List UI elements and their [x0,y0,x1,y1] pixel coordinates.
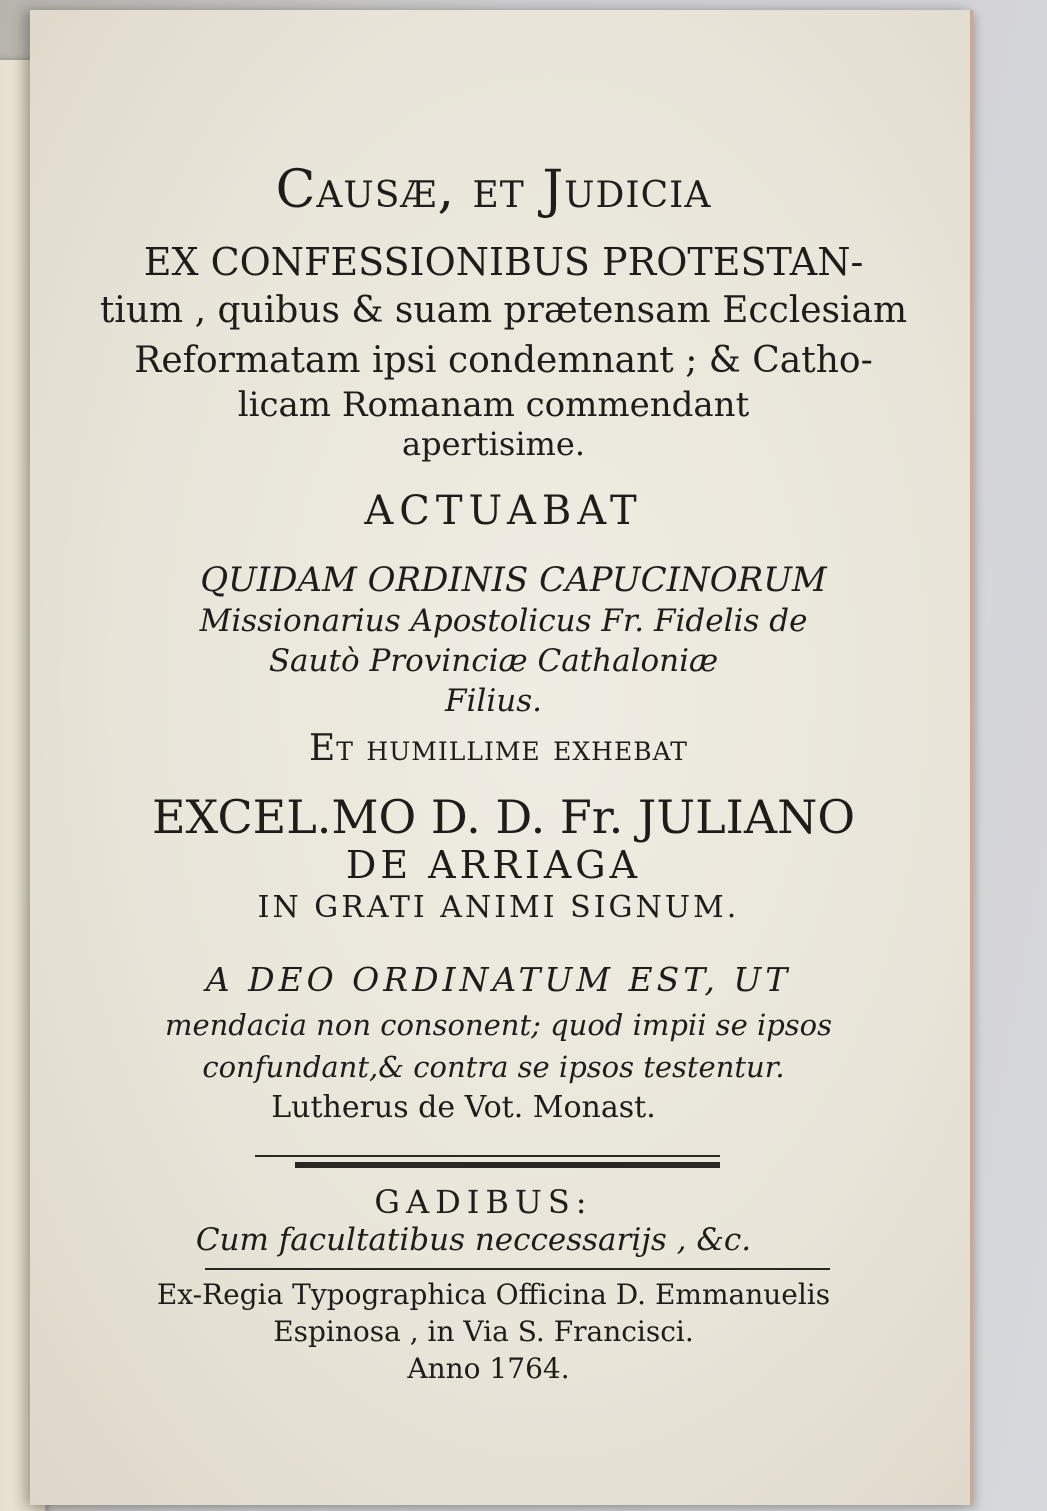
dedication-line: IN GRATI ANIMI SIGNUM. [257,890,740,925]
title-line: tium , quibus & suam prætensam Ecclesiam [99,290,908,331]
author-line: Sautò Provinciæ Cathaloniæ [268,643,719,679]
title-line: Reformatam ipsi condemnant ; & Catho- [134,340,873,381]
divider-rule-thin [255,1155,720,1157]
title-line: EX CONFESSIONIBUS PROTESTAN- [143,240,864,284]
divider-rule-thick [295,1162,720,1168]
divider-rule-long [205,1268,830,1270]
motto-source: Lutherus de Vot. Monast. [271,1090,656,1125]
dedicatee-surname: DE ARRIAGA [345,843,642,887]
exhibebat-line: Et humillime exhebat [309,728,688,769]
title-line: licam Romanam commendant [237,385,750,425]
author-line: QUIDAM ORDINIS CAPUCINORUM [200,560,827,600]
motto-line: mendacia non consonent; quod impii se ipsos [164,1008,833,1042]
actuabat-heading: ACTUABAT [364,488,643,534]
title-main: Causæ, et Judicia [275,160,712,220]
author-line: Filius. [445,683,542,719]
imprint-license: Cum facultatibus neccessarijs , &c. [195,1222,752,1258]
printer-line: Espinosa , in Via S. Francisci. [273,1315,694,1348]
printer-line: Ex-Regia Typographica Officina D. Emmanuelis [156,1278,831,1311]
motto-line: confundant,& contra se ipsos testentur. [202,1050,785,1084]
title-line: apertisime. [402,425,585,463]
dedicatee-name: EXCEL.MO D. D. Fr. JULIANO [151,790,856,844]
imprint-year: Anno 1764. [407,1352,570,1385]
author-line: Missionarius Apostolicus Fr. Fidelis de [199,603,808,639]
motto-line: A DEO ORDINATUM EST, UT [205,960,792,999]
imprint-place: GADIBUS: [374,1183,593,1221]
